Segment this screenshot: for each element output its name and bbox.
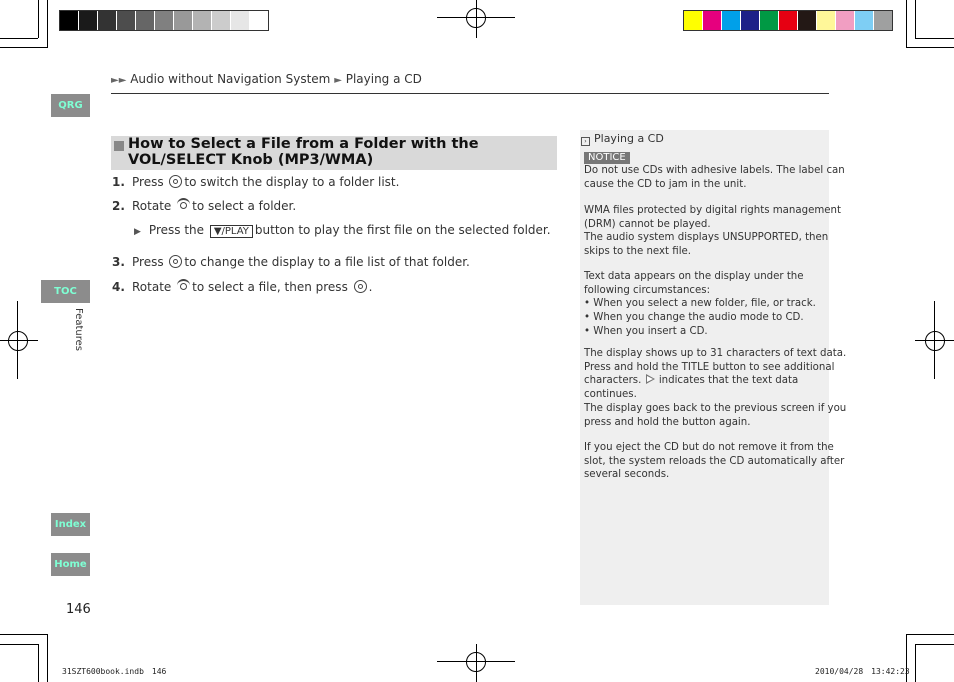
- note-line: The display shows up to 31 characters of text data.: [584, 348, 847, 359]
- section-heading: [111, 136, 557, 170]
- crop-mark: [915, 644, 916, 682]
- color-swatch: [231, 11, 250, 30]
- crop-mark: [38, 644, 39, 682]
- color-swatch: [79, 11, 98, 30]
- knob-press-icon: [169, 175, 182, 188]
- note-line: skips to the next file.: [584, 246, 692, 258]
- header-divider: [111, 93, 829, 94]
- index-tab[interactable]: Index: [51, 513, 90, 536]
- color-swatch: [684, 11, 703, 30]
- home-tab[interactable]: Home: [51, 553, 90, 576]
- step-item: [112, 255, 470, 269]
- note-title: [581, 132, 664, 146]
- more-text-triangle-icon: [646, 374, 655, 384]
- color-swatch: [98, 11, 117, 30]
- bullet-triangle-icon: ▶: [134, 227, 141, 237]
- note-paragraph: [584, 164, 845, 191]
- note-line: • When you change the audio mode to CD.: [584, 312, 804, 324]
- step-item: [112, 279, 372, 294]
- crop-mark: [47, 634, 48, 682]
- note-line: If you eject the CD but do not remove it from the: [584, 442, 834, 453]
- color-swatch: [212, 11, 231, 30]
- crop-mark: [47, 0, 48, 48]
- step-number: 1.: [112, 175, 125, 189]
- note-paragraph: [584, 204, 841, 259]
- footer-timestamp: 2010/04/28 13:42:23: [815, 667, 910, 676]
- note-line: Do not use CDs with adhesive labels. The label can: [584, 165, 845, 176]
- qrg-tab[interactable]: QRG: [51, 94, 90, 117]
- sub-step-text: Press the: [148, 223, 205, 237]
- sub-step-text: button to play the first file on the selected folder.: [254, 223, 551, 237]
- sub-step: [134, 223, 551, 238]
- footer-file-info: 31SZT600book.indb 146: [62, 667, 167, 676]
- note-line: • When you select a new folder, file, or track.: [584, 298, 816, 310]
- heading-text: How to Select a File from a Folder with the VOL/SELECT Knob (MP3/WMA): [128, 136, 479, 168]
- crop-mark: [0, 47, 48, 48]
- crop-mark: [0, 644, 38, 645]
- color-swatch: [155, 11, 174, 30]
- step-text: Press: [132, 255, 164, 269]
- page-number: 146: [66, 602, 91, 617]
- note-line: cause the CD to jam in the unit.: [584, 178, 747, 190]
- heading-square-icon: [114, 141, 124, 151]
- step-item: [112, 198, 296, 213]
- color-swatch: [250, 11, 268, 30]
- note-line: WMA files protected by digital rights management: [584, 205, 841, 216]
- section-side-label: Features: [73, 308, 84, 351]
- note-reference-icon: ›: [581, 137, 590, 146]
- step-text: Rotate: [132, 199, 172, 213]
- note-title-link[interactable]: Playing a CD: [594, 132, 664, 145]
- step-text: Press: [132, 175, 164, 189]
- note-line: (DRM) cannot be played.: [584, 218, 711, 230]
- color-swatch: [722, 11, 741, 30]
- breadcrumb-section-link[interactable]: Audio without Navigation System: [130, 72, 331, 86]
- note-paragraph: [584, 270, 828, 339]
- color-swatch: [117, 11, 136, 30]
- color-swatch: [741, 11, 760, 30]
- gray-scale-bar: [59, 10, 269, 31]
- step-text: to change the display to a file list of that folder.: [184, 255, 470, 269]
- step-item: [112, 175, 399, 189]
- crop-mark: [906, 0, 907, 48]
- registration-line: [934, 301, 935, 379]
- color-swatch: [798, 11, 817, 30]
- color-swatch: [836, 11, 855, 30]
- knob-rotate-icon: [177, 198, 190, 211]
- step-text: to switch the display to a folder list.: [184, 175, 400, 189]
- color-swatch: [779, 11, 798, 30]
- color-swatch: [760, 11, 779, 30]
- notice-badge: NOTICE: [584, 152, 630, 164]
- note-line: • When you insert a CD.: [584, 325, 708, 337]
- note-line: press and hold the button again.: [584, 416, 751, 428]
- registration-mark-icon: [8, 331, 28, 351]
- note-line: The display goes back to the previous screen if you: [584, 402, 847, 414]
- step-text: to select a file, then press: [192, 280, 348, 294]
- breadcrumb-separator-icon: ►: [334, 75, 342, 86]
- color-swatch: [193, 11, 212, 30]
- note-paragraph: [584, 441, 845, 482]
- play-button-icon: ▼/PLAY: [210, 225, 253, 238]
- crop-mark: [915, 0, 916, 38]
- knob-press-icon: [169, 255, 182, 268]
- note-line: slot, the system reloads the CD automatically after: [584, 455, 845, 467]
- step-text: .: [368, 280, 373, 294]
- registration-line: [17, 301, 18, 379]
- breadcrumb-page: Playing a CD: [345, 72, 422, 86]
- registration-line: [437, 661, 515, 662]
- color-swatch: [817, 11, 836, 30]
- note-line: several seconds.: [584, 469, 670, 481]
- crop-mark: [906, 47, 954, 48]
- crop-mark: [0, 634, 48, 635]
- note-line: following circumstances:: [584, 284, 711, 296]
- registration-line: [476, 644, 477, 682]
- note-line: continues.: [584, 389, 637, 401]
- knob-press-icon: [354, 280, 367, 293]
- note-line: Text data appears on the display under the: [584, 271, 804, 282]
- color-swatch: [136, 11, 155, 30]
- step-text: to select a folder.: [192, 199, 297, 213]
- step-text: Rotate: [132, 280, 172, 294]
- step-number: 2.: [112, 199, 125, 213]
- crop-mark: [906, 634, 954, 635]
- crop-mark: [38, 0, 39, 38]
- crop-mark: [0, 38, 38, 39]
- registration-mark-icon: [925, 331, 945, 351]
- breadcrumb-arrows-icon: ►►: [111, 75, 127, 86]
- note-line: Press and hold the TITLE button to see additional: [584, 361, 835, 373]
- registration-line: [0, 340, 38, 341]
- note-line: The audio system displays UNSUPPORTED, then: [584, 232, 829, 244]
- color-swatch: [855, 11, 874, 30]
- color-swatch: [174, 11, 193, 30]
- color-bar: [683, 10, 893, 31]
- note-text: indicates that the text data: [658, 375, 799, 387]
- toc-tab[interactable]: TOC: [41, 280, 90, 303]
- color-swatch: [874, 11, 892, 30]
- step-number: 3.: [112, 255, 125, 269]
- crop-mark: [915, 644, 954, 645]
- note-text: characters.: [584, 375, 642, 387]
- side-note-panel: [580, 130, 847, 605]
- note-paragraph: [584, 347, 847, 429]
- registration-line: [476, 0, 477, 38]
- step-number: 4.: [112, 280, 125, 294]
- crop-mark: [915, 38, 954, 39]
- knob-rotate-icon: [177, 279, 190, 292]
- color-swatch: [703, 11, 722, 30]
- breadcrumb: [111, 72, 422, 86]
- registration-line: [437, 17, 515, 18]
- color-swatch: [60, 11, 79, 30]
